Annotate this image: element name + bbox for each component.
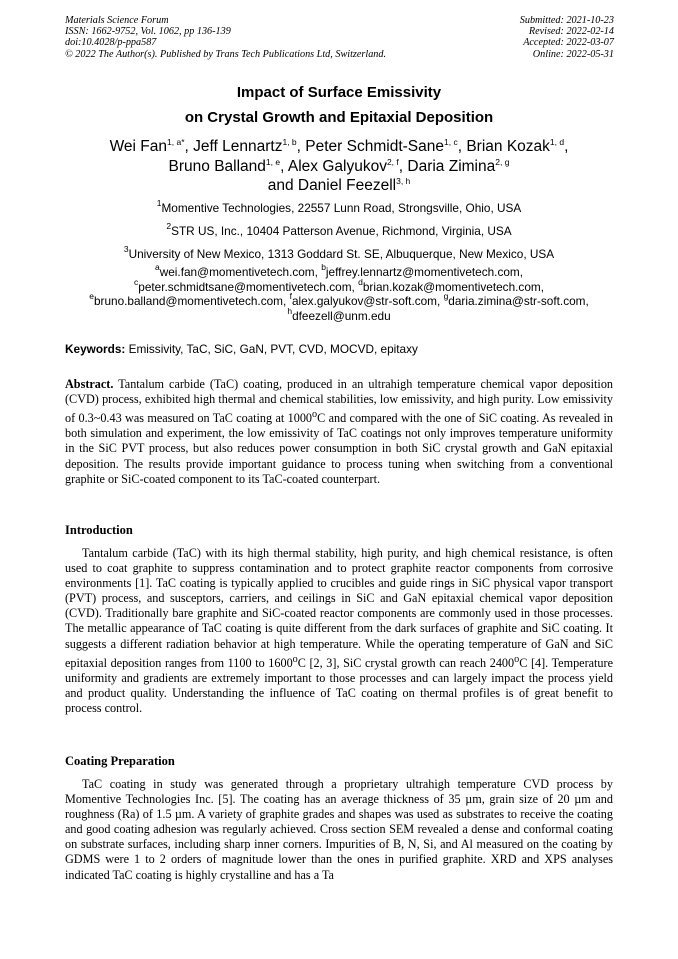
- abstract-text-1: Tantalum carbide (TaC) coating, produced in an ultrahigh temperature chemical vapor deposition (CVD) process, exhibited high thermal and chemical stabilities, low emissivity, and high purity. Low emissivity of 0.3~0.43 was measured on TaC coating at 1000: [65, 377, 614, 426]
- intro-text-2: C [2, 3], SiC crystal growth can reach 2400: [297, 655, 515, 670]
- author-line-3: [0, 176, 678, 196]
- keywords-label: Keywords:: [65, 342, 126, 356]
- email-sup: c: [134, 276, 139, 287]
- email-link[interactable]: brian.kozak@momentivetech.com,: [362, 279, 544, 294]
- abstract: [65, 377, 613, 487]
- degree-symbol: o: [514, 653, 520, 665]
- email-sup: e: [89, 291, 94, 301]
- email-link[interactable]: peter.schmidtsane@momentivetech.com,: [138, 279, 355, 294]
- email-line-3: [0, 291, 678, 309]
- author-sup: 2, f: [386, 156, 399, 167]
- email-line-1: [0, 262, 678, 280]
- author-name: and Daniel Feezell: [267, 177, 397, 194]
- email-link[interactable]: alex.galyukov@str-soft.com,: [291, 294, 441, 308]
- introduction-heading: Introduction: [65, 523, 133, 537]
- affiliation-sup: 2: [166, 221, 172, 231]
- degree-symbol: o: [312, 409, 318, 421]
- paper-title: [0, 80, 678, 130]
- accepted-date: Accepted: 2022-03-07: [523, 37, 614, 49]
- author-name: Bruno Balland: [168, 157, 266, 175]
- journal-info: [65, 15, 386, 60]
- email-sup: f: [289, 291, 292, 301]
- author-sup: 1, b: [282, 137, 297, 147]
- affiliation-1: [0, 198, 678, 221]
- email-line-2: [0, 276, 678, 295]
- abstract-label: Abstract.: [65, 377, 114, 391]
- author-name: Brian Kozak: [466, 138, 550, 155]
- revised-date: Revised: 2022-02-14: [528, 26, 614, 38]
- introduction-paragraph: [65, 546, 613, 716]
- author-list: [0, 137, 678, 196]
- affiliation-text: University of New Mexico, 1313 Goddard St. SE, Albuquerque, New Mexico, USA: [128, 247, 555, 261]
- author-name: Alex Galyukov: [287, 157, 387, 175]
- copyright-line: © 2022 The Author(s). Published by Trans Tech Publications Ltd, Switzerland.: [65, 48, 387, 60]
- email-link[interactable]: bruno.balland@momentivetech.com,: [93, 294, 287, 308]
- email-link[interactable]: daria.zimina@str-soft.com,: [448, 294, 589, 308]
- author-name: Jeff Lennartz: [193, 138, 283, 155]
- author-sup: 1, c: [444, 137, 458, 147]
- degree-symbol: o: [292, 653, 298, 665]
- publication-dates: [520, 15, 614, 60]
- email-list: [0, 262, 678, 323]
- author-sup: 3, h: [396, 176, 411, 186]
- journal-doi: doi:10.4028/p-ppa587: [65, 37, 157, 49]
- email-link[interactable]: dfeezell@unm.edu: [292, 308, 391, 323]
- email-link[interactable]: jeffrey.lennartz@momentivetech.com,: [325, 265, 524, 279]
- submitted-date: Submitted: 2021-10-23: [519, 15, 614, 26]
- affiliation-sup: 1: [156, 198, 162, 208]
- intro-text-3: C [4]. Temperature uniformity and gradients are extremely important to those processes and can largely impact the process yield and product quality. Understanding the influence of TaC coating on thermal profiles is of great benefit to process control.: [65, 655, 613, 715]
- email-sup: d: [358, 276, 363, 287]
- author-sup: 2, g: [495, 156, 510, 167]
- coating-preparation-heading: Coating Preparation: [65, 754, 175, 768]
- email-line-4: [0, 305, 678, 324]
- affiliations: [0, 198, 678, 267]
- title-line-2: on Crystal Growth and Epitaxial Deposition: [184, 109, 494, 126]
- coating-preparation-paragraph: TaC coating in study was generated through a proprietary ultrahigh temperature CVD process by Momentive Technologies Inc. [5]. The coating has an average thickness of 35 µm, grain size of 20 µm and roughness (Ra) of 1.5 µm. A variety of graphite grades and shapes was used as substrates to receive the coating and good coating adhesion was regularly achieved. Cross section SEM revealed a dense and conformal coating on substrate surfaces, including sharp inner corners. Impurities of B, N, Si, and Al measured on the coating by GDMS were 1 to 2 orders of magnitude lower than the ones in purified graphite. XRD and XPS analyses indicated TaC coating is highly crystalline and has a Ta: [65, 777, 613, 882]
- keywords: [65, 342, 418, 356]
- affiliation-text: Momentive Technologies, 22557 Lunn Road, Strongsville, Ohio, USA: [161, 201, 522, 215]
- keywords-text: Emissivity, TaC, SiC, GaN, PVT, CVD, MOCVD, epitaxy: [128, 342, 418, 356]
- author-name: Peter Schmidt-Sane: [305, 138, 445, 155]
- email-sup: h: [287, 305, 293, 316]
- intro-text-1: Tantalum carbide (TaC) with its high thermal stability, high purity, and high chemical resistance, is often used to coat graphite to suppress contamination and to protect graphite reactor components from corrosive environments [1]. TaC coating is typically applied to crucibles and guide rings in SiC physical vapor transport (PVT) process, and susceptors, carriers, and ceilings in SiC and GaN epitaxial chemical vapor deposition (CVD). Traditionally bare graphite and SiC-coated reactor components are commonly used in those processes. The metallic appearance of TaC coating is quite different from the dark surfaces of graphite and SiC coating. It suggests a different radiation behavior at high temperature. While the operating temperature of GaN and SiC epitaxial deposition ranges from 1100 to 1600: [65, 546, 613, 670]
- email-sup: b: [321, 262, 326, 272]
- abstract-text-2: C and compared with the one of SiC coating. As revealed in both simulation and experiment, the low emissivity of TaC coatings not only improves temperature uniformity in the SiC PVT process, but also reduces power consumption in both SiC crystal growth and GaN epitaxial deposition. The results provide important guidance to process tuning when switching from a conventional graphite or SiC-coated component to its TaC-coated counterpart.: [65, 411, 613, 486]
- author-name: Daria Zimina: [407, 157, 496, 175]
- affiliation-2: [0, 221, 678, 244]
- email-link[interactable]: wei.fan@momentivetech.com,: [159, 265, 318, 279]
- online-date: Online: 2022-05-31: [532, 48, 614, 60]
- author-sup: 1, d: [549, 137, 565, 147]
- affiliation-sup: 3: [123, 244, 129, 254]
- author-line-2: Bruno Balland$^{1, e}$, Alex Galyukov$^{2, f}$, Daria Zimina$^{2, g}$: [168, 156, 510, 175]
- email-sup: a: [154, 262, 160, 272]
- journal-name: Materials Science Forum: [65, 15, 169, 26]
- journal-issn: ISSN: 1662-9752, Vol. 1062, pp 136-139: [65, 26, 231, 38]
- title-line-1: Impact of Surface Emissivity: [236, 84, 442, 101]
- author-sup: 1, e: [265, 156, 281, 167]
- affiliation-text: STR US, Inc., 10404 Patterson Avenue, Richmond, Virginia, USA: [171, 224, 512, 238]
- email-sup: g: [443, 291, 449, 301]
- author-name: Wei Fan: [109, 138, 168, 155]
- affiliation-3: [0, 244, 678, 267]
- author-sup: 1, a*: [167, 137, 185, 147]
- author-line-1: Wei Fan$^{1, a*}$, Jeff Lennartz$^{1, b}$, Peter Schmidt-Sane$^{1, c}$, Brian Kozak$^{1, d}$,: [109, 137, 569, 155]
